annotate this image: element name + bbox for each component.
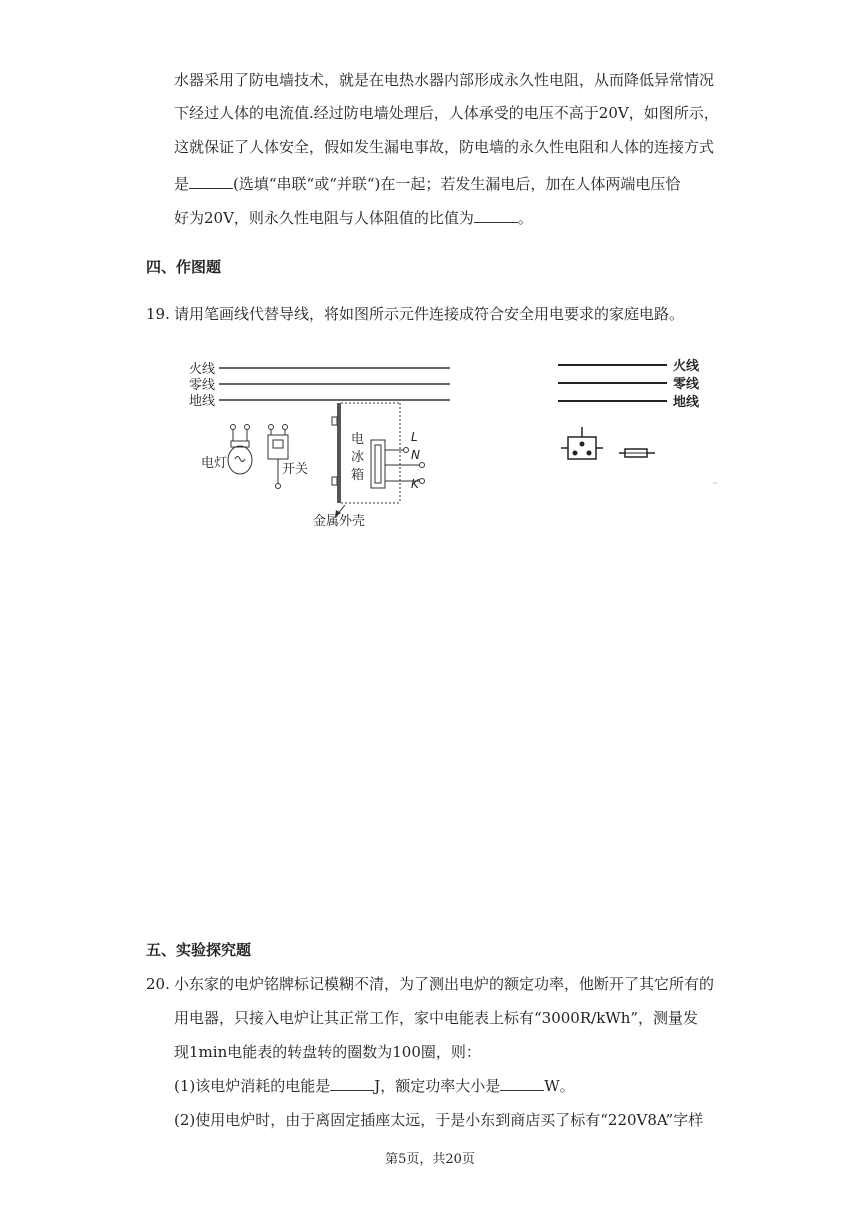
fridge-label-char: 箱	[351, 468, 365, 483]
text-fragment: (选填“串联“或“并联“)在一起；若发生漏电后，加在人体两端电压恰	[233, 175, 681, 193]
lamp-label: 电灯	[201, 456, 228, 471]
neutral-wire-label: 零线	[189, 378, 216, 393]
fuse-icon	[619, 449, 655, 457]
page-footer: 第5页，共20页	[385, 1152, 475, 1167]
ground-wire-label: 地线	[189, 394, 216, 409]
fridge-label-char: 冰	[351, 450, 365, 465]
circuit-figure-right	[555, 355, 720, 490]
question-text: 现1min电能表的转盘转的圈数为100圈，则：	[174, 1043, 481, 1061]
circuit-figure-left	[185, 355, 455, 530]
text-fragment: 。	[517, 209, 533, 227]
ground-wire-label: 地线	[673, 395, 700, 410]
lamp-icon	[228, 425, 252, 475]
question-number: 19.	[146, 305, 170, 323]
question-text: 小东家的电炉铭牌标记模糊不清，为了测出电炉的额定功率，他断开了其它所有的	[174, 975, 715, 993]
question-number: 20.	[146, 975, 170, 993]
text-line: 下经过人体的电流值.经过防电墙处理后，人体承受的电压不高于20V，如图所示，	[174, 104, 719, 122]
answer-blank	[330, 1076, 374, 1091]
live-wire-label: 火线	[189, 362, 216, 377]
text-fragment: W。	[544, 1077, 575, 1095]
socket-icon	[561, 427, 603, 459]
terminal-k-label: K	[411, 477, 419, 491]
text-line: 水器采用了防电墙技术，就是在电热水器内部形成永久性电阻，从而降低异常情况	[174, 71, 715, 89]
question-text: 用电器，只接入电炉让其正常工作，家中电能表上标有“3000R/kWh”，测量发	[174, 1009, 699, 1027]
answer-blank	[474, 208, 518, 223]
answer-blank	[500, 1076, 544, 1091]
metal-shell-label: 金属外壳	[313, 514, 366, 529]
text-line	[174, 208, 533, 228]
answer-blank	[189, 174, 233, 189]
sub-question: (2)使用电炉时，由于离固定插座太远，于是小东到商店买了标有“220V8A”字样	[174, 1111, 704, 1129]
section-title: 四、作图题	[146, 258, 222, 276]
terminal-n-label: N	[411, 448, 420, 462]
terminal-l-label: L	[411, 430, 418, 444]
question-text: 请用笔画线代替导线，将如图所示元件连接成符合安全用电要求的家庭电路。	[174, 305, 685, 323]
sub-question	[174, 1076, 575, 1096]
fridge-label-char: 电	[351, 432, 365, 447]
section-title: 五、实验探究题	[146, 941, 252, 959]
neutral-wire-label: 零线	[673, 377, 700, 392]
switch-icon	[268, 425, 288, 489]
text-fragment: (1)该电炉消耗的电能是	[174, 1077, 331, 1095]
text-line: 这就保证了人体安全，假如发生漏电事故，防电墙的永久性电阻和人体的连接方式	[174, 138, 715, 156]
live-wire-label: 火线	[673, 359, 700, 374]
text-line	[174, 174, 680, 194]
switch-label: 开关	[282, 462, 309, 477]
text-fragment: 是	[174, 175, 190, 193]
text-fragment: J，额定功率大小是	[374, 1077, 501, 1095]
text-fragment: 好为20V，则永久性电阻与人体阻值的比值为	[174, 209, 474, 227]
